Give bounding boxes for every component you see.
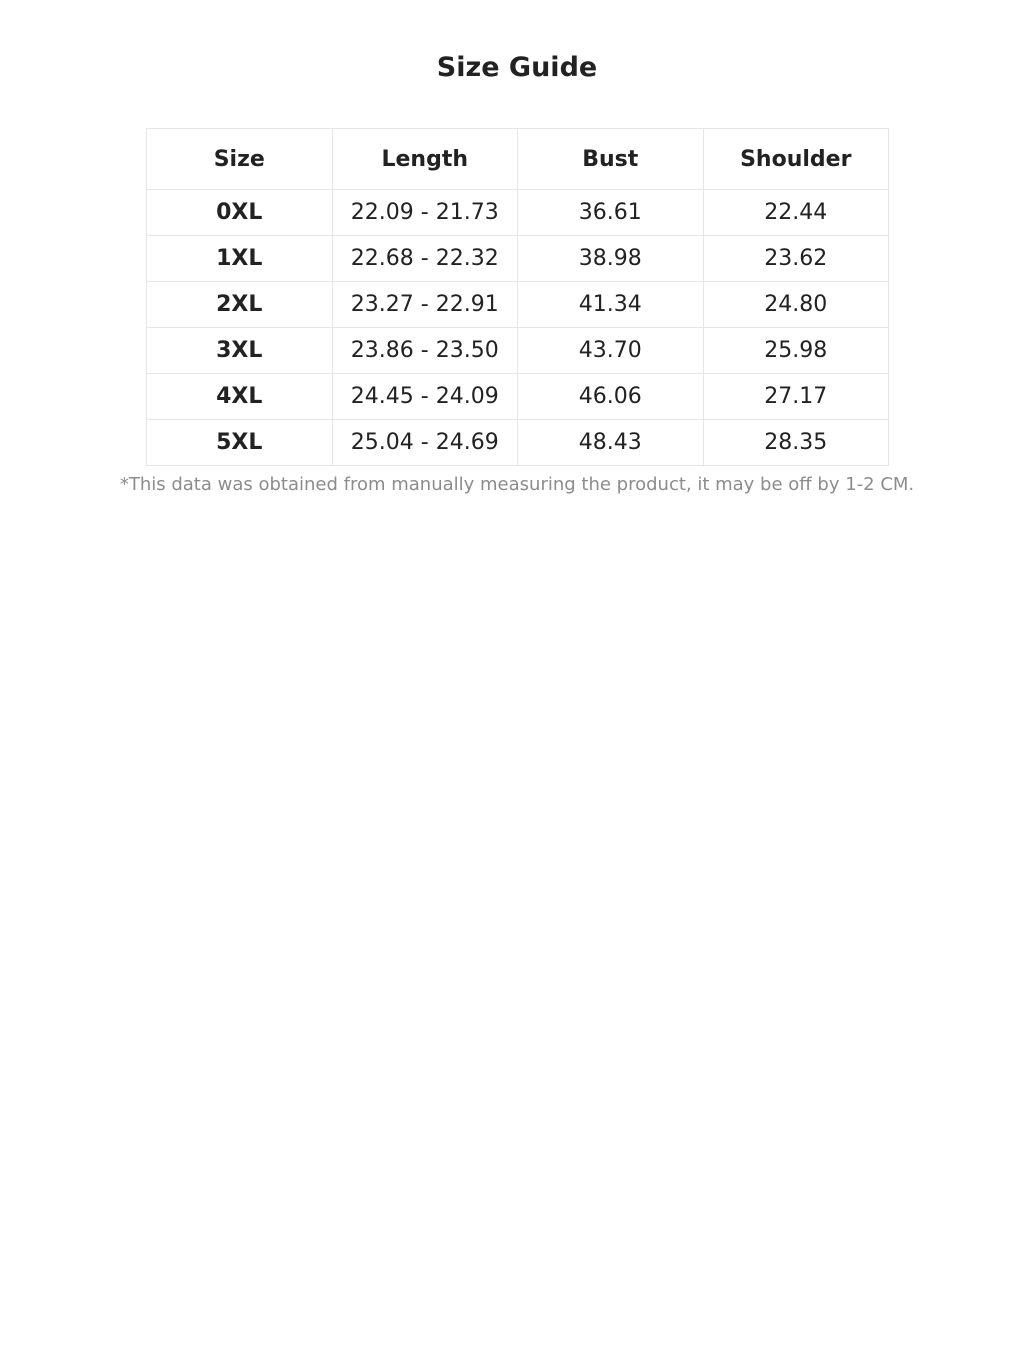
- shoulder-cell: 25.98: [703, 328, 889, 374]
- size-cell: 1XL: [147, 236, 333, 282]
- measurement-disclaimer: *This data was obtained from manually measuring the product, it may be off by 1-2 CM.: [119, 474, 915, 495]
- bust-cell: 36.61: [518, 190, 704, 236]
- length-cell: 22.68 - 22.32: [332, 236, 518, 282]
- bust-cell: 48.43: [518, 420, 704, 466]
- size-cell: 0XL: [147, 190, 333, 236]
- shoulder-cell: 22.44: [703, 190, 889, 236]
- size-cell: 4XL: [147, 374, 333, 420]
- column-header-bust: Bust: [518, 129, 704, 190]
- page-title: Size Guide: [436, 52, 598, 83]
- length-cell: 23.86 - 23.50: [332, 328, 518, 374]
- bust-cell: 43.70: [518, 328, 704, 374]
- length-cell: 25.04 - 24.69: [332, 420, 518, 466]
- bust-cell: 41.34: [518, 282, 704, 328]
- table-row: [147, 374, 889, 420]
- table-row: [147, 190, 889, 236]
- shoulder-cell: 28.35: [703, 420, 889, 466]
- size-cell: 3XL: [147, 328, 333, 374]
- table-row: [147, 420, 889, 466]
- size-cell: 5XL: [147, 420, 333, 466]
- column-header-shoulder: Shoulder: [703, 129, 889, 190]
- length-cell: 22.09 - 21.73: [332, 190, 518, 236]
- column-header-length: Length: [332, 129, 518, 190]
- bust-cell: 38.98: [518, 236, 704, 282]
- length-cell: 24.45 - 24.09: [332, 374, 518, 420]
- table-header-row: [147, 129, 889, 190]
- shoulder-cell: 24.80: [703, 282, 889, 328]
- column-header-size: Size: [147, 129, 333, 190]
- table-row: [147, 328, 889, 374]
- bust-cell: 46.06: [518, 374, 704, 420]
- size-cell: 2XL: [147, 282, 333, 328]
- shoulder-cell: 27.17: [703, 374, 889, 420]
- length-cell: 23.27 - 22.91: [332, 282, 518, 328]
- table-row: [147, 282, 889, 328]
- shoulder-cell: 23.62: [703, 236, 889, 282]
- table-row: [147, 236, 889, 282]
- size-guide-table: [146, 128, 889, 466]
